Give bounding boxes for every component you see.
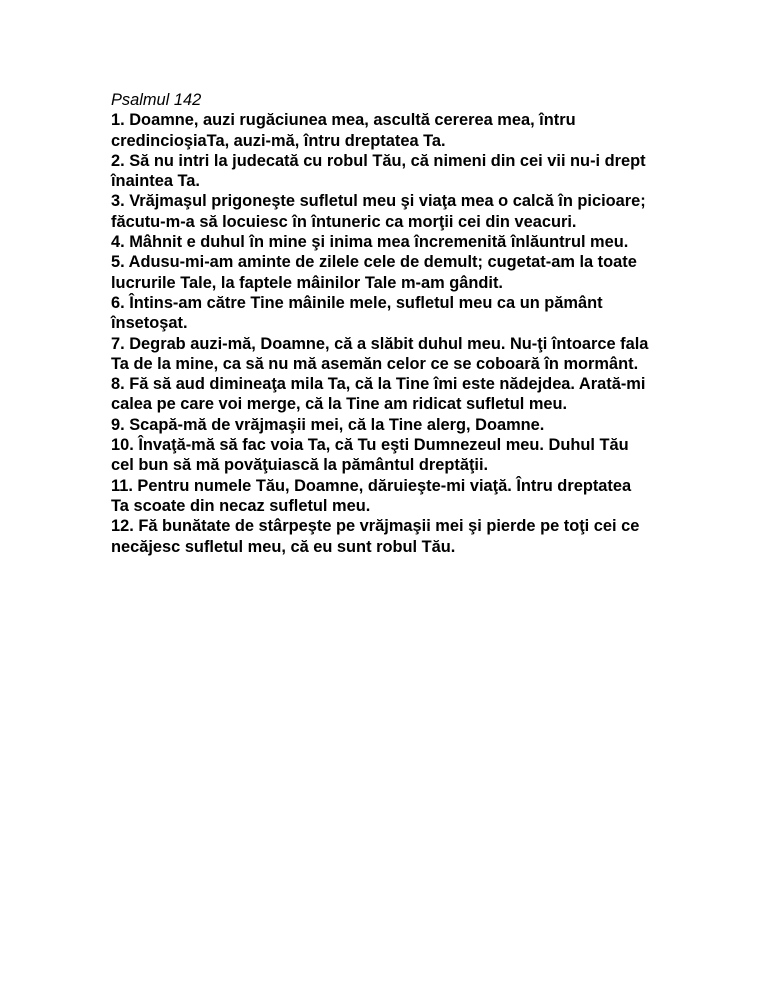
psalm-text-block <box>111 90 651 557</box>
verse-8: 8. Fă să aud dimineaţa mila Ta, că la Tine îmi este nădejdea. Arată-mi calea pe care voi merge, că la Tine am ridicat sufletul meu. <box>111 375 646 414</box>
verse-7: 7. Degrab auzi-mă, Doamne, că a slăbit duhul meu. Nu-ţi întoarce fala Ta de la mine, ca să nu mă asemăn celor ce se coboară în mormânt. <box>111 334 649 373</box>
psalm-title: Psalmul 142 <box>111 91 202 109</box>
verse-6: 6. Întins-am către Tine mâinile mele, sufletul meu ca un pământ însetoşat. <box>111 293 603 333</box>
verse-11: 11. Pentru numele Tău, Doamne, dăruieşte-mi viaţă. Întru dreptatea Ta scoate din necaz sufletul meu. <box>111 476 632 515</box>
verse-4: 4. Mâhnit e duhul în mine şi inima mea încremenită înlăuntrul meu. <box>111 233 629 252</box>
verse-10: 10. Învaţă-mă să fac voia Ta, că Tu eşti Dumnezeul meu. Duhul Tău cel bun să mă povăţuiască la pământul dreptăţii. <box>111 436 629 475</box>
verse-5: 5. Adusu-mi-am aminte de zilele cele de demult; cugetat-am la toate lucrurile Tale, la faptele mâinilor Tale m-am gândit. <box>111 253 637 292</box>
verse-9: 9. Scapă-mă de vrăjmaşii mei, că la Tine alerg, Doamne. <box>111 415 545 434</box>
verse-1: 1. Doamne, auzi rugăciunea mea, ascultă cererea mea, întru credincioşiaTa, auzi-mă, întru dreptatea Ta. <box>111 111 576 150</box>
verse-3: 3. Vrăjmaşul prigoneşte sufletul meu şi viaţa mea o calcă în picioare; făcutu-m-a să locuiesc în întuneric ca morţii cei din veacuri. <box>111 192 646 231</box>
verse-12: 12. Fă bunătate de stârpeşte pe vrăjmaşii mei şi pierde pe toţi cei ce necăjesc sufletul meu, că eu sunt robul Tău. <box>111 517 640 556</box>
verse-2: 2. Să nu intri la judecată cu robul Tău, că nimeni din cei vii nu-i drept înaintea Ta. <box>111 151 646 191</box>
